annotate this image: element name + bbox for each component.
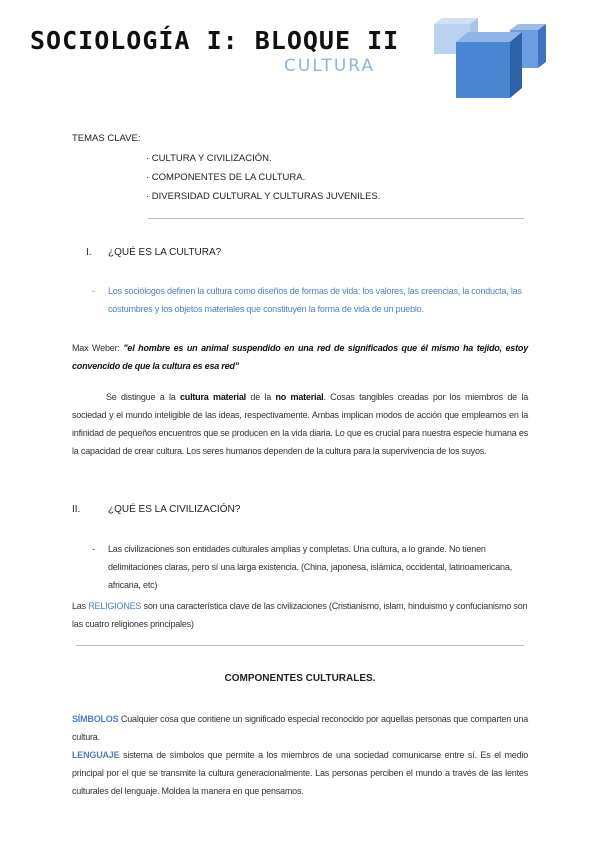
tema-item: · DIVERSIDAD CULTURAL Y CULTURAS JUVENILES. <box>146 191 381 202</box>
tema-item: · COMPONENTES DE LA CULTURA. <box>146 172 306 183</box>
para-text: son una característica clave de las civilizaciones (Cristianismo, islam, hinduismo y confucianismo son las cuatro religiones principales) <box>72 601 528 629</box>
bullet-text: Las civilizaciones son entidades culturales amplias y completas. Una cultura, a lo grande. No tienen delimitaciones claras, pero sí una larga existencia. (China, japonesa, islámica, occidental, latinoamericana, africana, etc) <box>108 544 512 590</box>
divider <box>76 645 524 646</box>
section-number: II. <box>72 504 81 515</box>
page-title: SOCIOLOGÍA I: BLOQUE II <box>30 26 400 55</box>
bullet-dash: - <box>92 544 95 554</box>
religiones-paragraph <box>72 597 528 633</box>
para-text: . Cosas tangibles creadas por los miembros de la sociedad y el mundo inteligible de las ideas, respectivamente. Ambas implican modos de acción que empleamos en la infinidad de pequeños encuentros que se producen en la vida diaria. Lo que es crucial para nuestra especie humana es la capacidad de crear cultura. Los seres humanos dependen de la cultura para la supervivencia de los suyos. <box>72 392 528 456</box>
lenguaje-label: LENGUAJE <box>72 750 120 760</box>
cultura-material-paragraph <box>72 388 528 460</box>
cubes-logo-icon <box>430 16 550 102</box>
para-bold: cultura material <box>179 392 246 402</box>
section-heading: ¿QUÉ ES LA CULTURA? <box>108 247 222 258</box>
temas-label: TEMAS CLAVE: <box>72 133 141 144</box>
section-heading: ¿QUÉ ES LA CIVILIZACIÓN? <box>108 504 241 515</box>
components-heading: COMPONENTES CULTURALES. <box>224 673 376 684</box>
para-text: Cualquier cosa que contiene un significado especial reconocido por aquellas personas que comparten una cultura. <box>72 714 528 742</box>
bullet-text: Los sociólogos definen la cultura como diseños de formas de vida: los valores, las creencias, la conducta, las costumbres y los objetos materiales que constituyen la forma de vida de un pueblo. <box>108 286 522 314</box>
quote-text: "el hombre es un animal suspendido en una red de significados que él mismo ha tejido, estoy convencido de que la cultura es esa red" <box>72 343 528 371</box>
weber-quote <box>72 339 528 375</box>
lenguaje-paragraph <box>72 746 528 800</box>
religiones-highlight: RELIGIONES <box>88 601 142 611</box>
para-text: Se distingue a la <box>106 392 180 402</box>
section-number: I. <box>86 247 92 258</box>
quote-author: Max Weber: <box>72 343 120 353</box>
para-text: de la <box>245 392 276 402</box>
simbolos-paragraph <box>72 710 528 746</box>
bullet-dash: - <box>92 286 95 296</box>
para-bold: no material <box>275 392 324 402</box>
para-text: Las <box>72 601 89 611</box>
tema-item: · CULTURA Y CIVILIZACIÓN. <box>146 153 272 164</box>
divider <box>148 218 524 219</box>
para-text: sistema de símbolos que permite a los miembros de una sociedad comunicarse entre sí. Es el medio principal por el que se transmite la cultura generacionalmente. Las personas perciben el mundo a través de las lentes culturales del lenguaje. Moldea la manera en que pensamos. <box>72 750 528 796</box>
simbolos-label: SÍMBOLOS <box>72 714 119 724</box>
page-subtitle: CULTURA <box>284 56 376 76</box>
